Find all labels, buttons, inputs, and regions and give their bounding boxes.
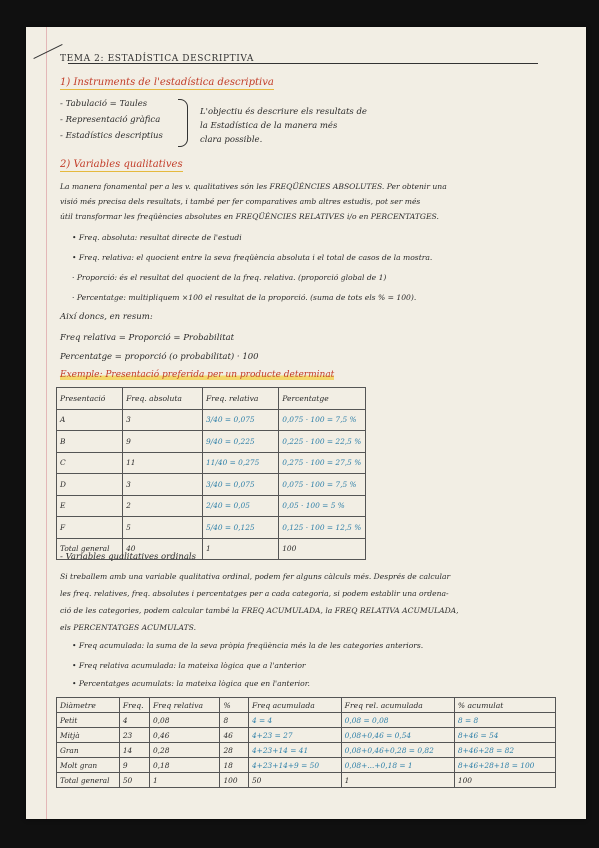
table-cell: Mitjà xyxy=(57,728,120,743)
table-presentacio xyxy=(56,387,366,560)
table-header-cell: % xyxy=(220,698,249,713)
table-header-cell: Presentació xyxy=(57,388,123,410)
table-cell: 1 xyxy=(202,538,278,560)
table-cell: 0,08+0,46+0,28 = 0,82 xyxy=(341,743,454,758)
table-cell: 4+23+14+9 = 50 xyxy=(248,758,341,773)
ordinal-para-4: els PERCENTATGES ACUMULATS. xyxy=(60,623,197,632)
table-cell: Molt gran xyxy=(57,758,120,773)
table-cell: 0,08 = 0,08 xyxy=(341,713,454,728)
table-header-cell: Freq. absoluta xyxy=(123,388,203,410)
table-header-cell: Percentatge xyxy=(279,388,366,410)
table-cell: 0,08 xyxy=(149,713,219,728)
table-header-cell: Freq. relativa xyxy=(202,388,278,410)
table-cell: 0,05 · 100 = 5 % xyxy=(279,495,366,517)
table-cell: E xyxy=(57,495,123,517)
table-row xyxy=(57,474,366,496)
s1-item-2: - Representació gràfica xyxy=(60,115,161,125)
table-cell: B xyxy=(57,431,123,453)
margin-line xyxy=(46,27,47,819)
table-cell: Gran xyxy=(57,743,120,758)
table-header-cell: Freq relativa xyxy=(149,698,219,713)
table-cell: 0,225 · 100 = 22,5 % xyxy=(279,431,366,453)
table-cell: 50 xyxy=(248,773,341,788)
pen-stroke xyxy=(33,44,62,59)
table-cell: F xyxy=(57,517,123,539)
table-cell: 8+46+28+18 = 100 xyxy=(454,758,555,773)
table-cell: 50 xyxy=(119,773,149,788)
example-heading-text: Exemple: Presentació preferida per un producte determinat xyxy=(60,370,335,380)
table-row xyxy=(57,431,366,453)
table-header-row xyxy=(57,388,366,410)
table-header-cell: Freq acumulada xyxy=(248,698,341,713)
table-cell: 4+23 = 27 xyxy=(248,728,341,743)
s2-also: Així doncs, en resum: xyxy=(60,312,153,322)
s2-bullet-1: • Freq. absoluta: resultat directe de l'estudi xyxy=(72,233,242,242)
table-cell: Petit xyxy=(57,713,120,728)
s2-bullet-4: · Percentatge: multipliquem ×100 el resultat de la proporció. (suma de tots els % = 100). xyxy=(72,293,417,302)
example-heading xyxy=(60,370,334,381)
table-cell: 3 xyxy=(123,409,203,431)
formula-1: Freq relativa = Proporció = Probabilitat xyxy=(60,333,235,343)
s2-para-line-2: visió més precisa dels resultats, i també per fer comparatives amb altres estudis, pot ser més xyxy=(60,197,421,206)
table-cell: 2/40 = 0,05 xyxy=(202,495,278,517)
table-row xyxy=(57,495,366,517)
table-cell: 8+46+28 = 82 xyxy=(454,743,555,758)
s1-item-1: - Tabulació = Taules xyxy=(60,99,148,109)
table-cell: 100 xyxy=(454,773,555,788)
table-cell: 4+23+14 = 41 xyxy=(248,743,341,758)
ordinal-bullet-2: • Freq relativa acumulada: la mateixa lògica que a l'anterior xyxy=(72,661,306,670)
table-cell: 18 xyxy=(220,758,249,773)
table-cell: 0,28 xyxy=(149,743,219,758)
ordinal-heading: - Variables qualitatives ordinals xyxy=(60,552,196,562)
table-cell: 3 xyxy=(123,474,203,496)
ordinal-bullet-1: • Freq acumulada: la suma de la seva pròpia freqüència més la de les categories anteriors. xyxy=(72,641,424,650)
table-row xyxy=(57,758,556,773)
table-cell: 3/40 = 0,075 xyxy=(202,474,278,496)
table-cell: 8 xyxy=(220,713,249,728)
table-header-row xyxy=(57,698,556,713)
table-row xyxy=(57,517,366,539)
table-cell: 5/40 = 0,125 xyxy=(202,517,278,539)
table-header-cell: Diàmetre xyxy=(57,698,120,713)
table-cell: D xyxy=(57,474,123,496)
ordinal-para-3: ció de les categories, podem calcular també la FREQ ACUMULADA, la FREQ RELATIVA ACUMULADA, xyxy=(60,606,459,615)
s1-item-3: - Estadístics descriptius xyxy=(60,131,163,141)
table-cell: 28 xyxy=(220,743,249,758)
table-row xyxy=(57,728,556,743)
table-header-cell: % acumulat xyxy=(454,698,555,713)
table-cell: A xyxy=(57,409,123,431)
ordinal-para-2: les freq. relatives, freq. absolutes i percentatges per a cada categoria, si podem establir una ordena- xyxy=(60,589,449,598)
s2-bullet-3: · Proporció: és el resultat del quocient de la freq. relativa. (proporció global de 1) xyxy=(72,273,387,282)
s1-note-1: L'objectiu és descriure els resultats de xyxy=(200,107,367,117)
table-cell: 0,275 · 100 = 27,5 % xyxy=(279,452,366,474)
table-cell: 0,46 xyxy=(149,728,219,743)
table-cell: 0,08+0,46 = 0,54 xyxy=(341,728,454,743)
table-cell: 46 xyxy=(220,728,249,743)
notebook-page xyxy=(26,27,586,819)
table-cell: 4 xyxy=(119,713,149,728)
table-cell: 5 xyxy=(123,517,203,539)
table-header-cell: Freq. xyxy=(119,698,149,713)
table-row xyxy=(57,452,366,474)
table-cell: 2 xyxy=(123,495,203,517)
table-diametre xyxy=(56,697,556,788)
table-row xyxy=(57,409,366,431)
table-cell: 8 = 8 xyxy=(454,713,555,728)
table-header-cell: Freq rel. acumulada xyxy=(341,698,454,713)
table-cell: 40 xyxy=(123,538,203,560)
s2-para-line-3: útil transformar les freqüències absolutes en FREQÜÈNCIES RELATIVES i/o en PERCENTATGES. xyxy=(60,212,439,221)
ordinal-bullet-3: • Percentatges acumulats: la mateixa lògica que en l'anterior. xyxy=(72,679,310,688)
table-cell: 9 xyxy=(123,431,203,453)
page-title: TEMA 2: ESTADÍSTICA DESCRIPTIVA xyxy=(60,54,255,64)
table-cell: 0,075 · 100 = 7,5 % xyxy=(279,474,366,496)
table-cell: 1 xyxy=(149,773,219,788)
table-cell: 0,075 · 100 = 7,5 % xyxy=(279,409,366,431)
section-2-heading: 2) Variables qualitatives xyxy=(60,159,183,170)
table-cell: 23 xyxy=(119,728,149,743)
table-cell: 9/40 = 0,225 xyxy=(202,431,278,453)
section-1-heading: 1) Instruments de l'estadística descriptiva xyxy=(60,77,274,88)
table-cell: 11 xyxy=(123,452,203,474)
brace xyxy=(178,99,188,147)
ordinal-para-1: Si treballem amb una variable qualitativa ordinal, podem fer alguns càlculs més. Després de calcular xyxy=(60,572,451,581)
table-cell: 0,08+...+0,18 = 1 xyxy=(341,758,454,773)
table-cell: 11/40 = 0,275 xyxy=(202,452,278,474)
table-cell: C xyxy=(57,452,123,474)
table-cell: 9 xyxy=(119,758,149,773)
table-cell: 0,18 xyxy=(149,758,219,773)
table-cell: 8+46 = 54 xyxy=(454,728,555,743)
s2-para-line-1: La manera fonamental per a les v. qualitatives són les FREQÜÈNCIES ABSOLUTES. Per obtenir una xyxy=(60,182,447,191)
table-cell: 100 xyxy=(279,538,366,560)
table-row xyxy=(57,773,556,788)
s2-bullet-2: • Freq. relativa: el quocient entre la seva freqüència absoluta i el total de casos de la mostra. xyxy=(72,253,433,262)
table-cell: 100 xyxy=(220,773,249,788)
table-cell: 0,125 · 100 = 12,5 % xyxy=(279,517,366,539)
table-cell: 14 xyxy=(119,743,149,758)
table-cell: Total general xyxy=(57,538,123,560)
table-row xyxy=(57,743,556,758)
table-cell: Total general xyxy=(57,773,120,788)
table-cell: 3/40 = 0,075 xyxy=(202,409,278,431)
s1-note-2: la Estadística de la manera més xyxy=(200,121,338,131)
table-cell: 4 = 4 xyxy=(248,713,341,728)
formula-2: Percentatge = proporció (o probabilitat) · 100 xyxy=(60,352,259,362)
s1-note-3: clara possible. xyxy=(200,135,263,145)
table-row xyxy=(57,713,556,728)
table-cell: 1 xyxy=(341,773,454,788)
